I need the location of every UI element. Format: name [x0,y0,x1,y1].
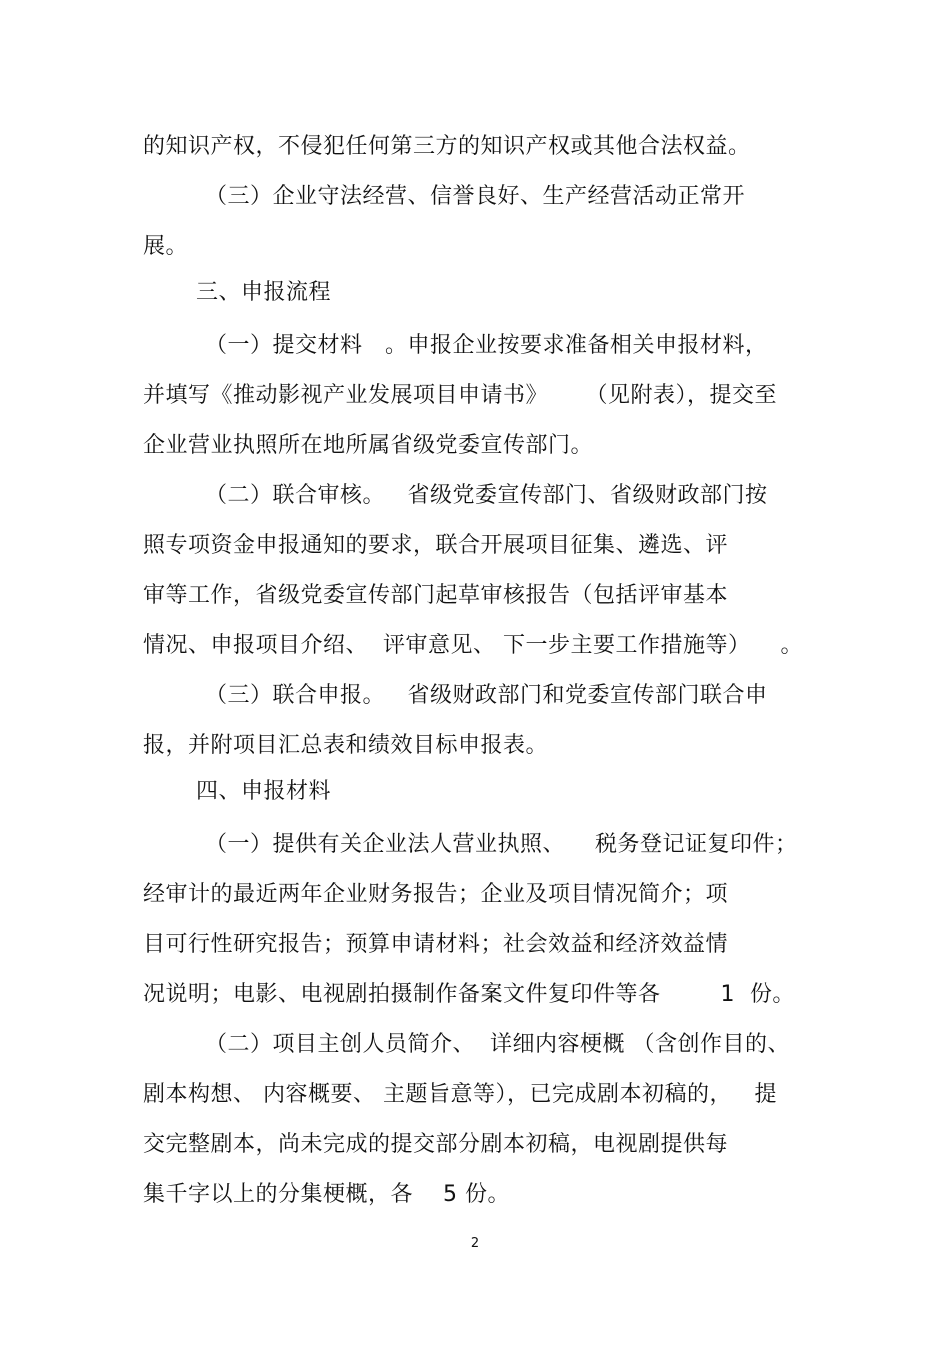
text-line-10: 审等工作，省级党委宣传部门起草审核报告（包括评审基本 [143,583,729,608]
text-line-12: （三）联合申报。 省级财政部门和党委宣传部门联合申 [205,683,768,708]
text-line-18: 况说明；电影、电视剧拍摄制作备案文件复印件等各 1 份。 [143,982,795,1007]
text-line-20: 剧本构想、 内容概要、 主题旨意等），已完成剧本初稿的， 提 [143,1082,777,1107]
text-line-22: 集千字以上的分集梗概，各 5 份。 [143,1182,510,1207]
page-number: 2 [470,1236,480,1251]
text-line-21: 交完整剧本，尚未完成的提交部分剧本初稿，电视剧提供每 [143,1132,729,1157]
text-line-13: 报，并附项目汇总表和绩效目标申报表。 [143,733,549,758]
text-line-1: 的知识产权，不侵犯任何第三方的知识产权或其他合法权益。 [143,134,751,159]
text-line-8: （二）联合审核。 省级党委宣传部门、省级财政部门按 [205,483,768,508]
text-line-2: （三）企业守法经营、信誉良好、生产经营活动正常开 [205,184,746,209]
text-line-15: （一）提供有关企业法人营业执照、 税务登记证复印件； [205,832,798,857]
text-line-6: 并填写《推动影视产业发展项目申请书》 （见附表），提交至 [143,383,777,408]
text-line-3: 展。 [143,234,189,259]
text-line-5: （一）提交材料 。申报企业按要求准备相关申报材料， [205,333,768,358]
text-line-17: 目可行性研究报告；预算申请材料；社会效益和经济效益情 [143,932,729,957]
section-heading-3: 三、申报流程 [196,280,332,305]
text-line-9: 照专项资金申报通知的要求，联合开展项目征集、遴选、评 [143,533,729,558]
text-line-16: 经审计的最近两年企业财务报告；企业及项目情况简介；项 [143,882,729,907]
text-line-7: 企业营业执照所在地所属省级党委宣传部门。 [143,433,594,458]
text-line-11: 情况、申报项目介绍、 评审意见、 下一步主要工作措施等） 。 [143,633,803,658]
text-line-19: （二）项目主创人员简介、 详细内容梗概 （含创作目的、 [205,1032,790,1057]
section-heading-4: 四、申报材料 [196,779,332,804]
